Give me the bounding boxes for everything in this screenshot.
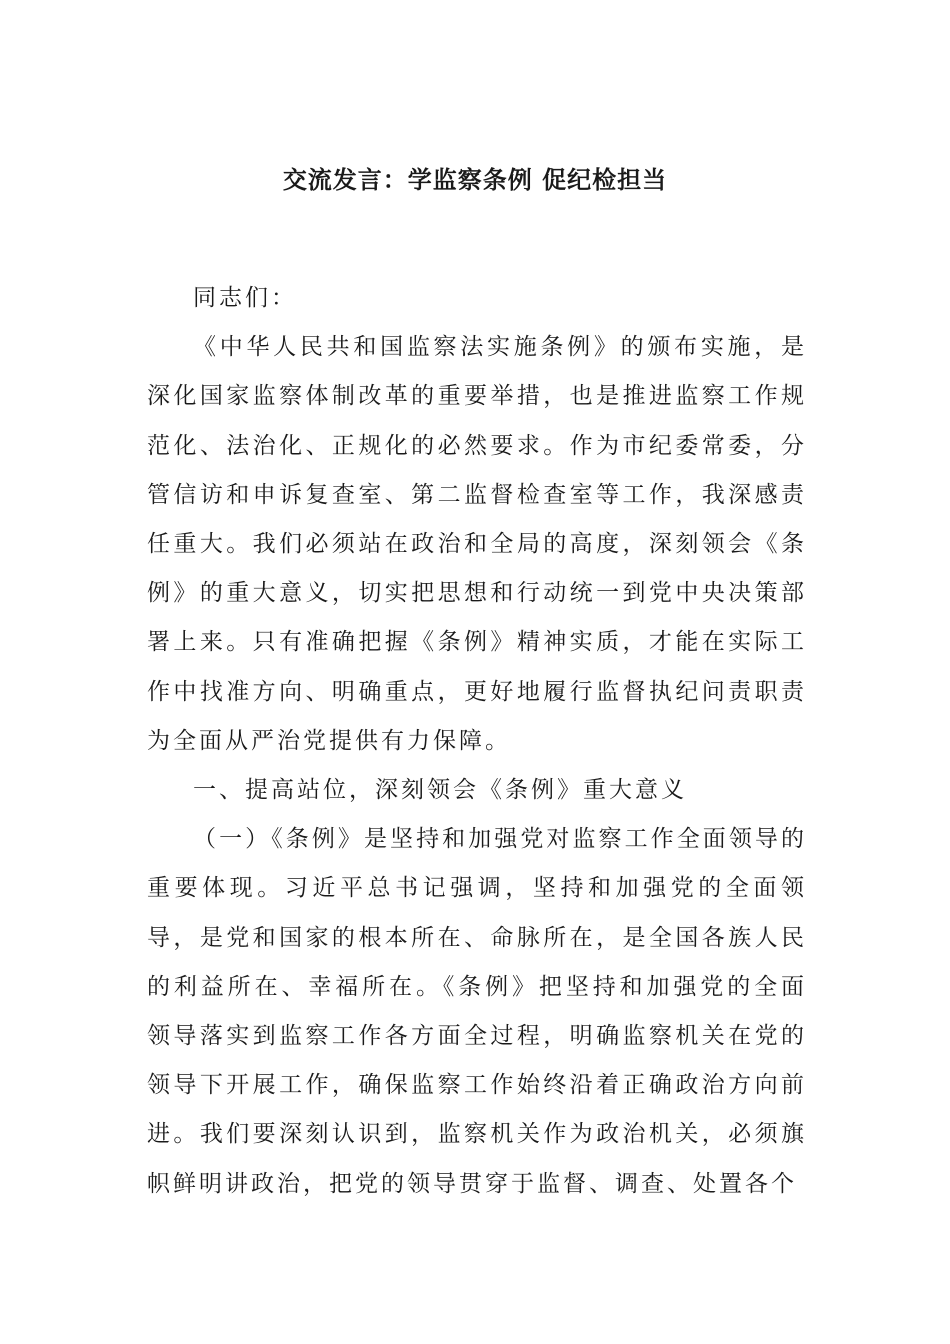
document-title: 交流发言：学监察条例 促纪检担当 — [282, 166, 668, 194]
paragraph-intro: 《中华人民共和国监察法实施条例》的颁布实施，是深化国家监察体制改革的重要举措，也是推进监察工作规范化、法治化、正规化的必然要求。作为市纪委常委，分管信访和申诉复查室、第二监督检查室等工作，我深感责任重大。我们必须站在政治和全局的高度，深刻领会《条例》的重大意义，切实把思想和行动统一到党中央决策部署上来。只有准确把握《条例》精神实质，才能在实际工作中找准方向、明确重点，更好地履行监督执纪问责职责为全面从严治党提供有力保障。 — [147, 334, 807, 754]
document-body — [147, 274, 807, 1209]
paragraph-1-1: （一）《条例》是坚持和加强党对监察工作全面领导的重要体现。习近平总书记强调，坚持和加强党的全面领导，是党和国家的根本所在、命脉所在，是全国各族人民的利益所在、幸福所在。《条例》把坚持和加强党的全面领导落实到监察工作各方面全过程，明确监察机关在党的领导下开展工作，确保监察工作始终沿着正确政治方向前进。我们要深刻认识到，监察机关作为政治机关，必须旗帜鲜明讲政治，把党的领导贯穿于监督、调查、处置各个 — [147, 826, 807, 1197]
salutation: 同志们： — [193, 285, 297, 311]
section-heading-1: 一、提高站位，深刻领会《条例》重大意义 — [193, 777, 687, 804]
